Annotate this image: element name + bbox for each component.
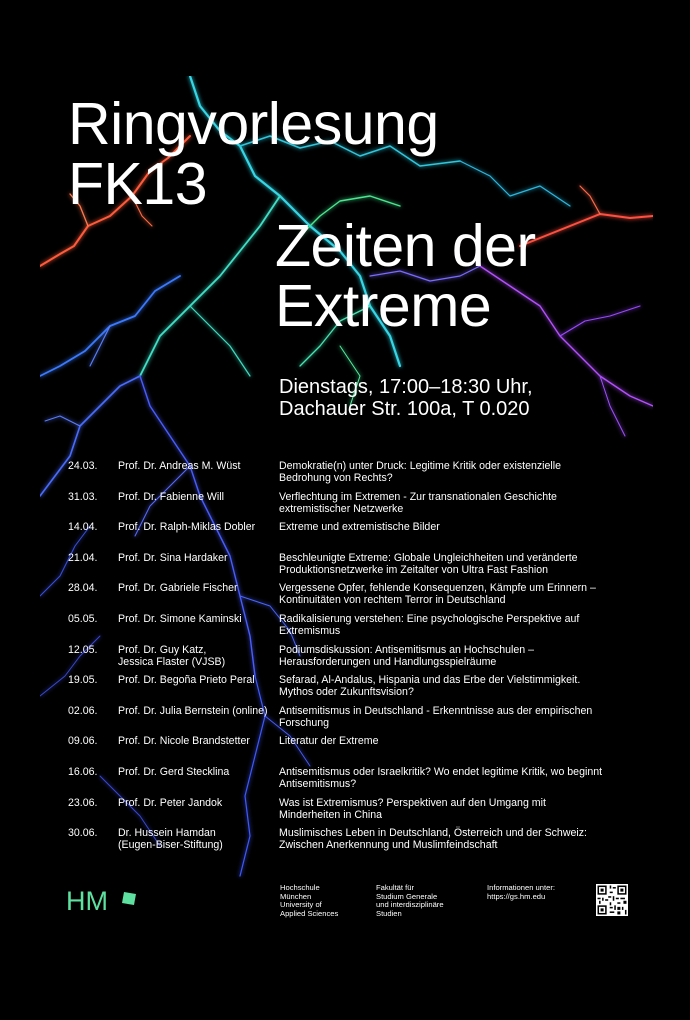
row-speaker: Prof. Dr. Fabienne Will	[118, 490, 224, 503]
row-speaker: Prof. Dr. Begoña Prieto Peral	[118, 674, 255, 687]
row-date: 31.03.	[68, 490, 98, 503]
row-speaker: Prof. Dr. Gerd Stecklina	[118, 766, 230, 778]
footer-text: München	[280, 891, 312, 901]
time-location	[279, 376, 533, 420]
subtitle	[275, 213, 536, 339]
row-speaker-line-1: Prof. Dr. Guy Katz,	[118, 643, 207, 656]
row-speaker: Prof. Dr. Andreas M. Wüst	[118, 460, 241, 472]
row-speaker-line-2: (Eugen-Biser-Stiftung)	[118, 839, 223, 852]
row-speaker: Prof. Dr. Julia Bernstein (online)	[118, 704, 268, 717]
title-line-1: Ringvorlesung	[68, 91, 439, 157]
row-topic: Vergessene Opfer, fehlende Konsequenzen, Kämpfe um Erinnern – Kontinuitäten von rechtem Terror in Deutschland	[279, 582, 596, 607]
row-speaker: Prof. Dr. Sina Hardaker	[118, 551, 228, 564]
poster	[40, 76, 653, 944]
row-topic: Literatur der Extreme	[279, 735, 379, 748]
footer-text: Studium Generale	[376, 891, 438, 901]
hm-logo-text: HM	[66, 886, 108, 916]
row-speaker	[118, 827, 278, 851]
footer-text: Hochschule	[280, 883, 320, 892]
row-speaker	[118, 644, 278, 668]
row-date: 23.06.	[68, 796, 98, 809]
footer-info	[487, 884, 555, 901]
title-line-2: FK13	[68, 151, 208, 217]
row-topic: Extreme und extremistische Bilder	[279, 521, 440, 534]
row-date: 09.06.	[68, 735, 98, 748]
row-speaker: Prof. Dr. Gabriele Fischer	[118, 582, 238, 595]
row-topic: Demokratie(n) unter Druck: Legitime Kritik oder existenzielle Bedrohung von Rechts?	[279, 460, 562, 484]
row-speaker-line-2: Jessica Flaster (VJSB)	[118, 655, 226, 668]
footer-university	[280, 884, 338, 918]
footer-text: Informationen unter:	[487, 883, 555, 892]
row-date: 02.06.	[68, 704, 98, 717]
footer-text: und interdisziplinäre	[376, 900, 444, 910]
row-topic: Sefarad, Al-Andalus, Hispania und das Erbe der Vielstimmigkeit. Mythos oder Zukunftsvision?	[279, 674, 581, 699]
row-speaker: Prof. Dr. Nicole Brandstetter	[118, 735, 250, 748]
footer-text: University of	[280, 900, 322, 910]
row-topic: Beschleunigte Extreme: Globale Ungleichheiten und veränderte Produktionsnetzwerke im Zeitalter von Ultra Fast Fashion	[279, 551, 578, 576]
title	[68, 91, 439, 217]
row-speaker: Prof. Dr. Ralph-Miklas Dobler	[118, 521, 256, 534]
row-topic: Podiumsdiskussion: Antisemitismus an Hochschulen – Herausforderungen und Handlungsspielräume	[279, 643, 534, 668]
row-date: 30.06.	[68, 827, 98, 840]
hm-logo	[66, 884, 142, 920]
row-topic: Radikalisierung verstehen: Eine psychologische Perspektive auf Extremismus	[279, 613, 580, 637]
row-date: 19.05.	[68, 674, 98, 687]
footer-text: Fakultät für	[376, 883, 414, 892]
row-topic: Muslimisches Leben in Deutschland, Österreich und der Schweiz: Zwischen Anerkennung und Muslimfeindschaft	[279, 827, 587, 852]
row-date: 24.03.	[68, 460, 98, 472]
subtitle-line-1: Zeiten der	[275, 213, 536, 279]
row-topic: Antisemitismus oder Israelkritik? Wo endet legitime Kritik, wo beginnt Antisemitismus?	[279, 766, 603, 790]
row-topic: Was ist Extremismus? Perspektiven auf den Umgang mit Minderheiten in China	[279, 796, 546, 821]
row-date: 21.04.	[68, 551, 98, 564]
row-date: 14.04.	[68, 521, 98, 534]
row-speaker: Prof. Dr. Simone Kaminski	[118, 613, 242, 625]
subtitle-line-2: Extreme	[275, 273, 492, 339]
time-line: Dienstags, 17:00–18:30 Uhr,	[279, 376, 533, 398]
row-topic: Antisemitismus in Deutschland - Erkenntnisse aus der empirischen Forschung	[279, 704, 593, 729]
hm-logo-mark-icon	[122, 892, 136, 905]
row-speaker: Prof. Dr. Peter Jandok	[118, 796, 223, 809]
row-date: 12.05.	[68, 643, 98, 656]
footer-link[interactable]: https://gs.hm.edu	[487, 891, 546, 901]
qr-code-icon[interactable]	[596, 884, 628, 916]
row-date: 16.06.	[68, 766, 98, 778]
row-date: 05.05.	[68, 613, 98, 625]
row-topic: Verflechtung im Extremen - Zur transnationalen Geschichte extremistischer Netzwerke	[279, 490, 557, 515]
location-line: Dachauer Str. 100a, T 0.020	[279, 398, 530, 420]
footer-text: Applied Sciences	[280, 908, 339, 918]
row-date: 28.04.	[68, 582, 98, 595]
footer-faculty	[376, 884, 444, 918]
footer-text: Studien	[376, 908, 402, 918]
row-speaker-line-1: Dr. Hussein Hamdan	[118, 827, 216, 840]
